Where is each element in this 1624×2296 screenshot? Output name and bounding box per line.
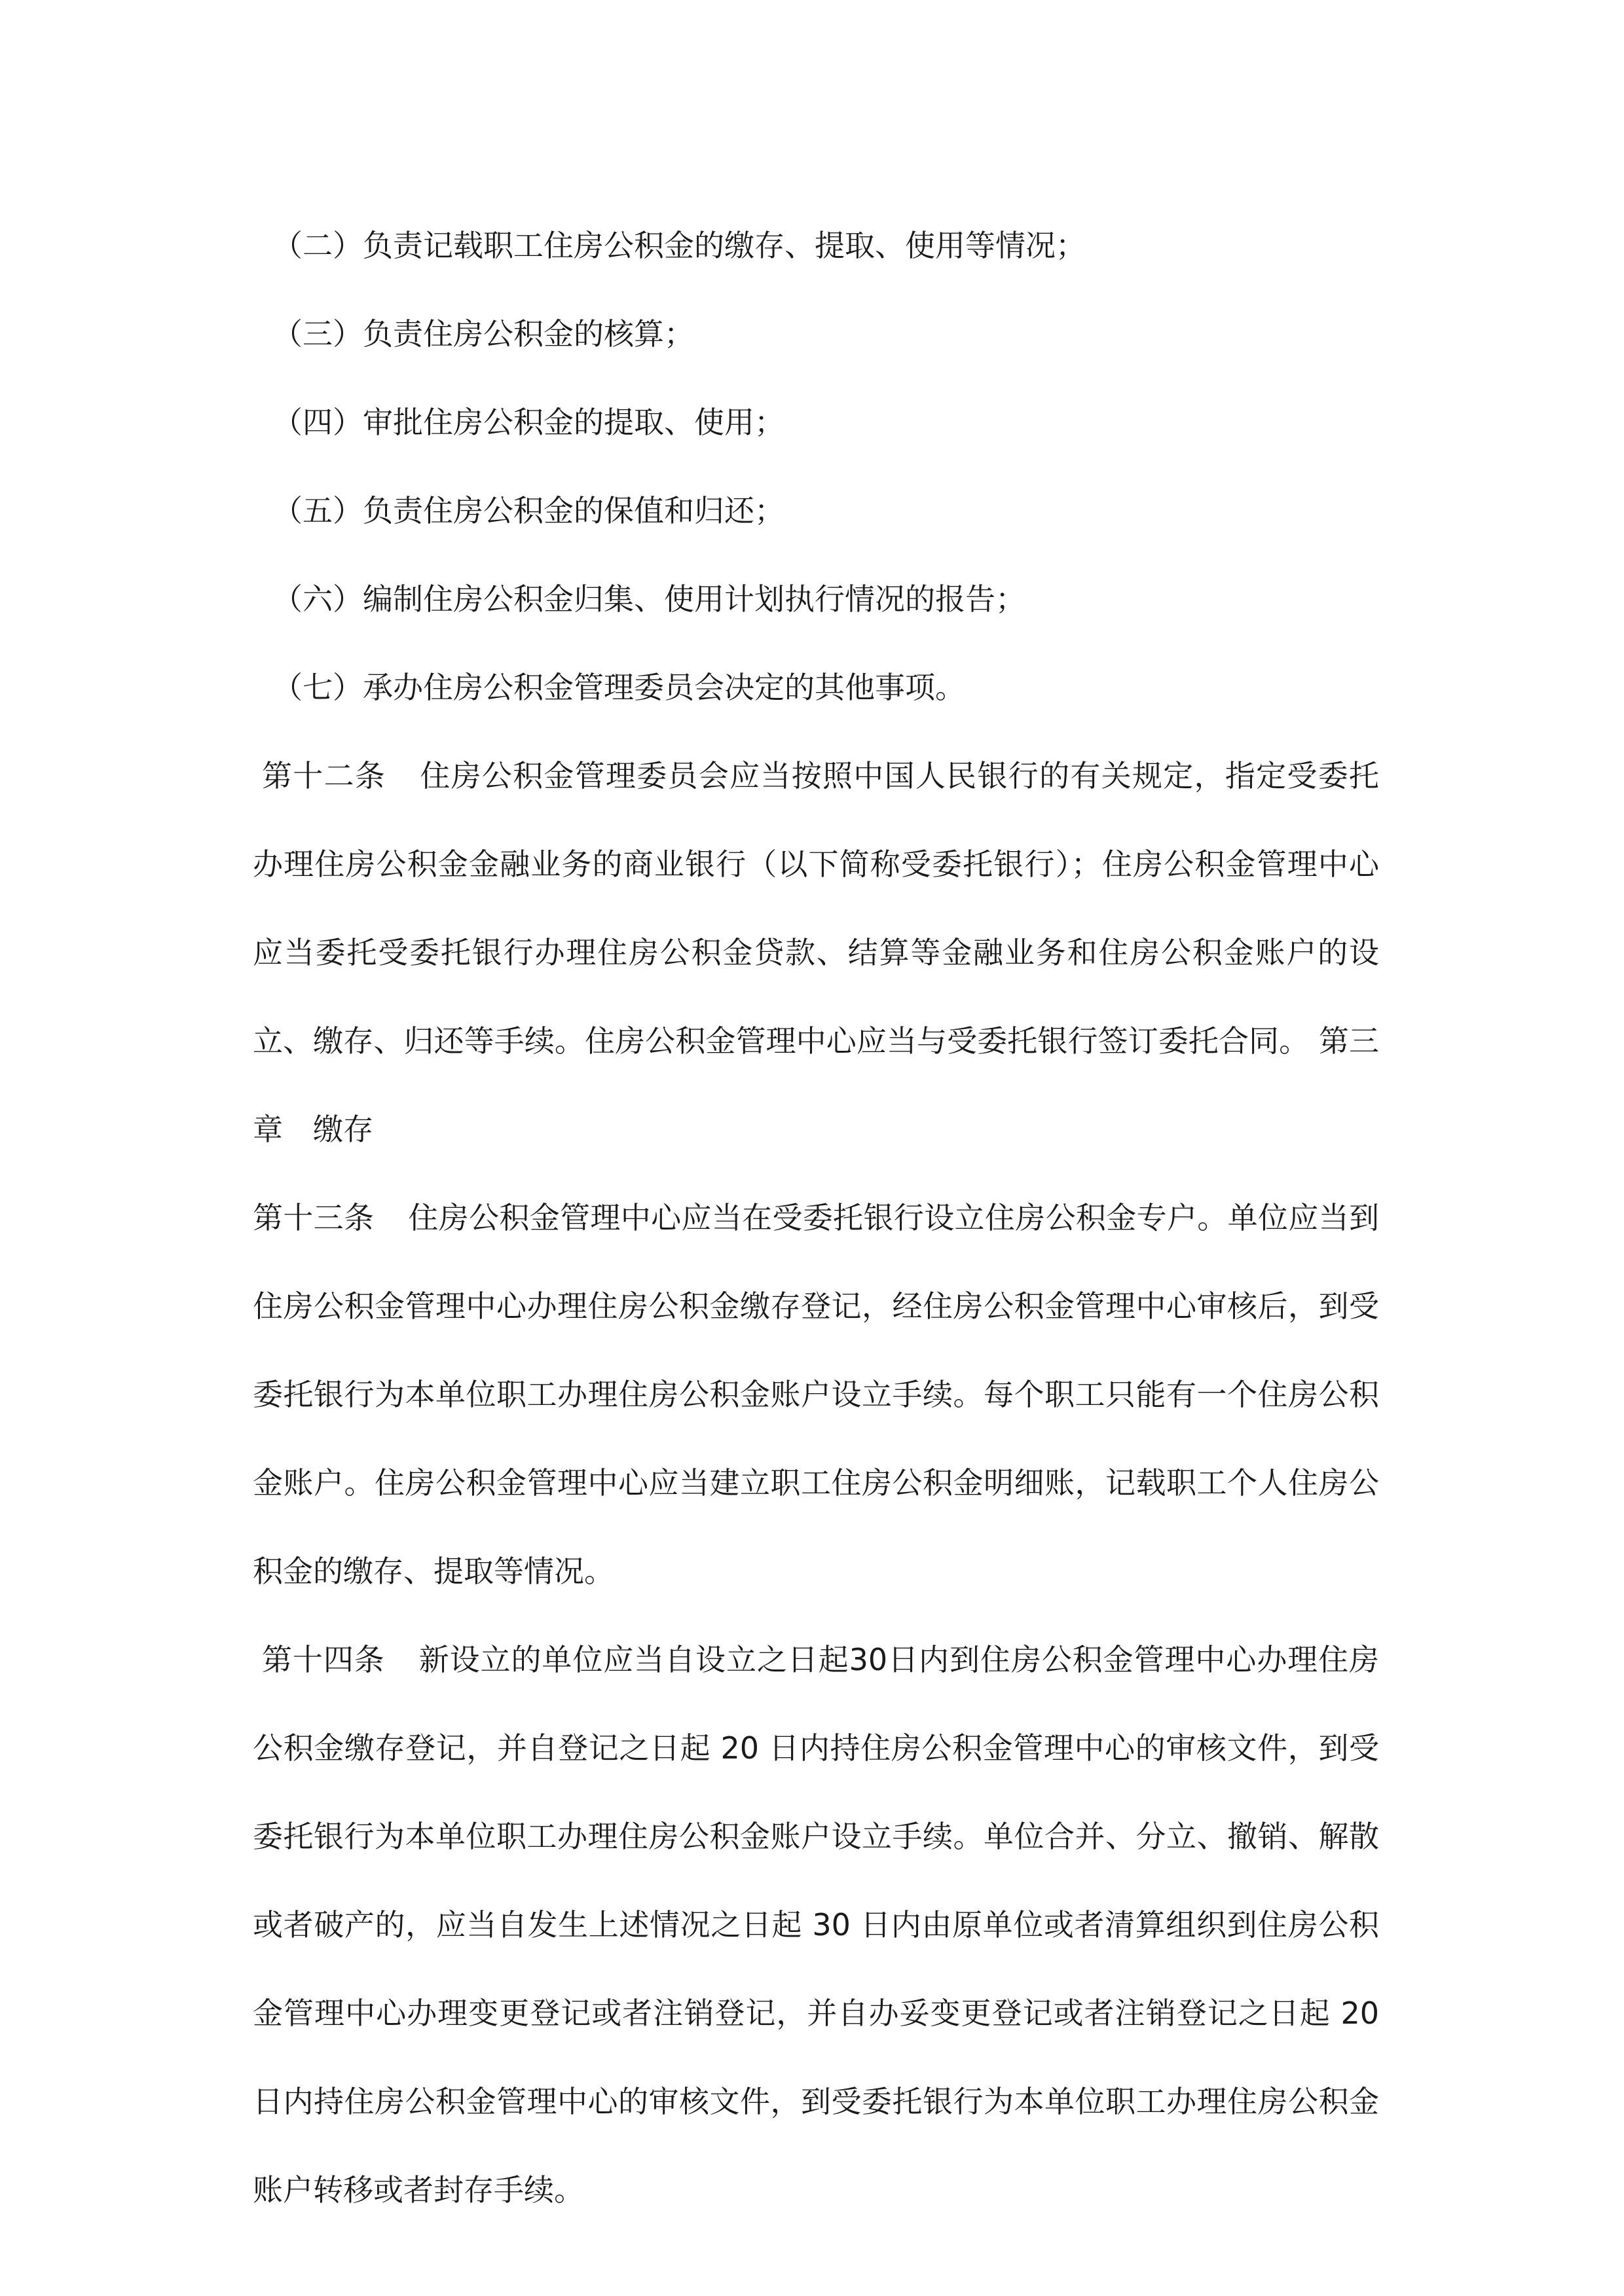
article-heading: 第十二条 (262, 758, 386, 793)
article-paragraph (253, 732, 1379, 1174)
article-body: 住房公积金管理中心应当在受委托银行设立住房公积金专户。单位应当到住房公积金管理中心办理住房公积金缴存登记，经住房公积金管理中心审核后，到受委托银行为本单位职工办理住房公积金账户设立手续。每个职工只能有一个住房公积金账户。住房公积金管理中心应当建立职工住房公积金明细账，记载职工个人住房公积金的缴存、提取等情况。 (253, 1200, 1380, 1589)
article-body: 新设立的单位应当自设立之日起30日内到住房公积金管理中心办理住房公积金缴存登记，并自登记之日起 20 日内持住房公积金管理中心的审核文件，到受委托银行为本单位职工办理住房公积金账户设立手续。单位合并、分立、撤销、解散或者破产的，应当自发生上述情况之日起 30 日内由原单位或者清算组织到住房公积金管理中心办理变更登记或者注销登记，并自办妥变更登记或者注销登记之日起 20 日内持住房公积金管理中心的审核文件，到受委托银行为本单位职工办理住房公积金账户转移或者封存手续。 (253, 1642, 1379, 2208)
list-item: （五）负责住房公积金的保值和归还； (272, 493, 784, 528)
list-item: （二）负责记载职工住房公积金的缴存、提取、使用等情况； (272, 228, 1086, 263)
list-item: （七）承办住房公积金管理委员会决定的其他事项。 (272, 670, 965, 705)
list-item: （四）审批住房公积金的提取、使用； (272, 405, 784, 440)
document-body (253, 202, 1379, 2234)
article-body: 住房公积金管理委员会应当按照中国人民银行的有关规定，指定受委托办理住房公积金金融业务的商业银行（以下简称受委托银行）；住房公积金管理中心应当委托受委托银行办理住房公积金贷款、结算等金融业务和住房公积金账户的设立、缴存、归还等手续。住房公积金管理中心应当与受委托银行签订委托合同。 第三章 缴存 (253, 758, 1380, 1147)
article-paragraph (253, 1616, 1379, 2234)
article-heading: 第十四条 (262, 1642, 385, 1677)
list-item: （三）负责住房公积金的核算； (272, 316, 694, 352)
article-heading: 第十三条 (253, 1200, 375, 1235)
article-paragraph (253, 1174, 1379, 1616)
list-item: （六）编制住房公积金归集、使用计划执行情况的报告； (272, 581, 1025, 617)
